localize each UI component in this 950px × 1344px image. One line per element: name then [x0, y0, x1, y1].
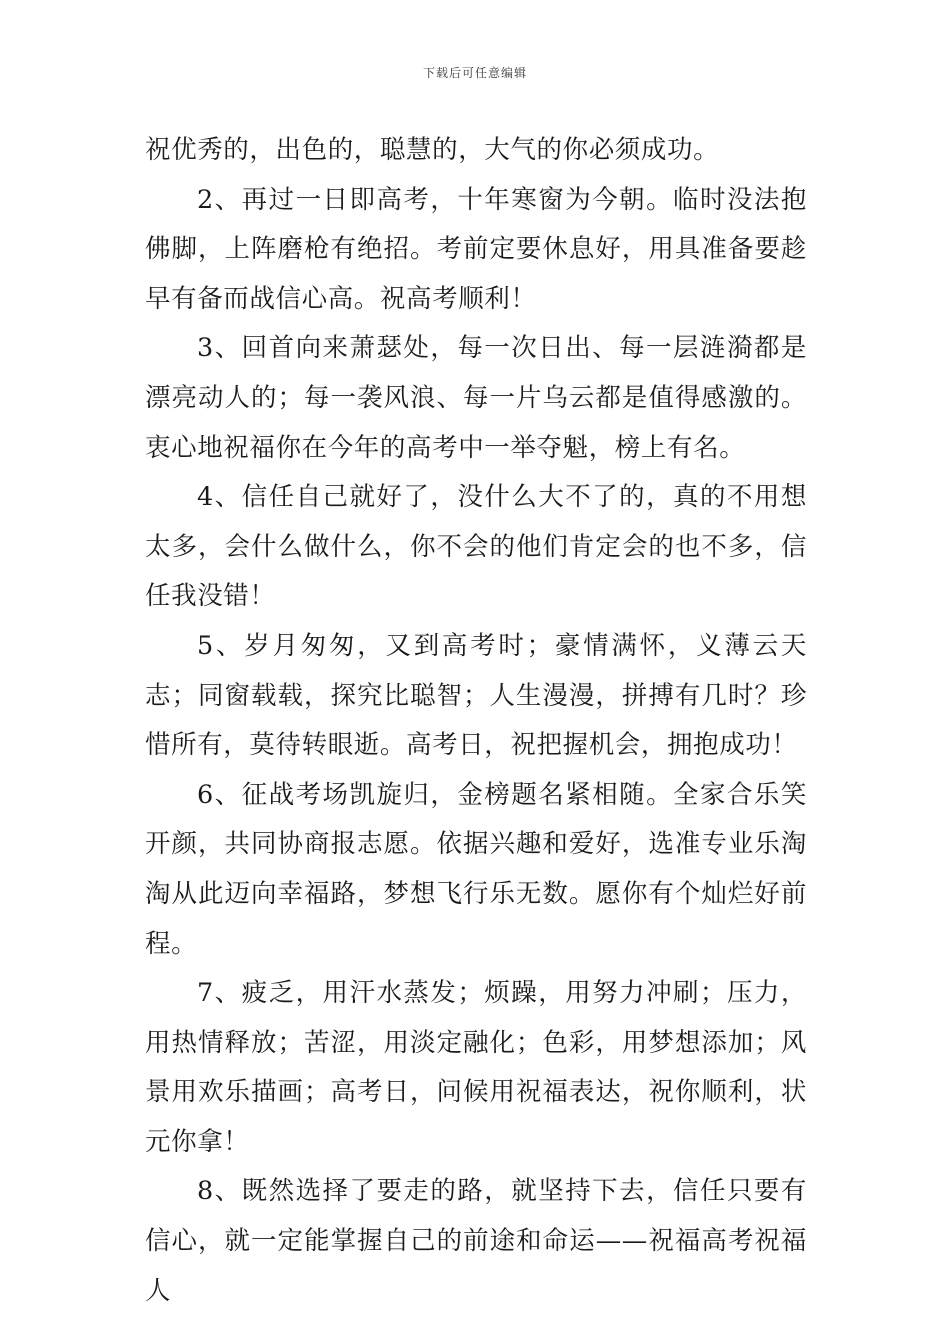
- page-header: 下载后可任意编辑: [422, 66, 527, 80]
- document-body: [145, 126, 807, 1316]
- paragraph-1: 祝优秀的，出色的，聪慧的，大气的你必须成功。: [145, 135, 720, 165]
- paragraph-4: 4、信任自己就好了，没什么大不了的，真的不用想太多，会什么做什么，你不会的他们肯定会的也不多，信任我没错！: [145, 482, 807, 612]
- paragraph-5: 5、岁月匆匆，又到高考时；豪情满怀，义薄云天志；同窗载载，探究比聪智；人生漫漫，拼搏有几时？珍惜所有，莫待转眼逝。高考日，祝把握机会，拥抱成功！: [145, 630, 807, 761]
- paragraph-6: 6、征战考场凯旋归，金榜题名紧相随。全家合乐笑开颜，共同协商报志愿。依据兴趣和爱好，选准专业乐淘淘从此迈向幸福路，梦想飞行乐无数。愿你有个灿烂好前程。: [145, 779, 807, 959]
- paragraph-2: 2、再过一日即高考，十年寒窗为今朝。临时没法抱佛脚，上阵磨枪有绝招。考前定要休息好，用具准备要趁早有备而战信心高。祝高考顺利！: [145, 184, 807, 314]
- paragraph-3: 3、回首向来萧瑟处，每一次日出、每一层涟漪都是漂亮动人的；每一袭风浪、每一片乌云都是值得感激的。衷心地祝福你在今年的高考中一举夺魁，榜上有名。: [145, 333, 807, 463]
- paragraph-7: 7、疲乏，用汗水蒸发；烦躁，用努力冲刷；压力，用热情释放；苦涩，用淡定融化；色彩，用梦想添加；风景用欢乐描画；高考日，问候用祝福表达，祝你顺利，状元你拿！: [145, 978, 807, 1157]
- paragraph-8: 8、既然选择了要走的路，就坚持下去，信任只要有信心，就一定能掌握自己的前途和命运——祝福高考祝福人: [145, 1176, 807, 1306]
